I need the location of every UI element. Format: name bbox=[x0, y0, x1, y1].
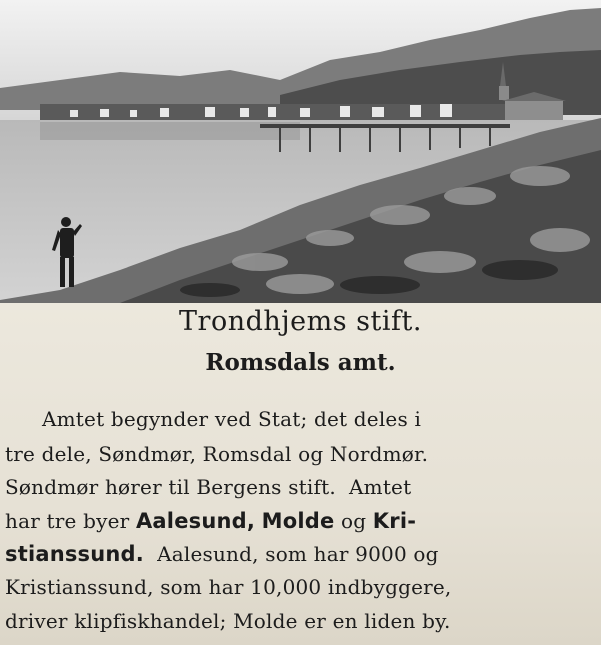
text-line-7 bbox=[0, 609, 601, 633]
text-line-4 bbox=[0, 509, 601, 533]
text-line-6-text: Kristianssund, som har 10,000 indbyggere, bbox=[5, 575, 452, 599]
text-line-1 bbox=[0, 407, 601, 431]
text-line-4-part-1: har tre byer bbox=[5, 509, 136, 533]
text-line-5 bbox=[0, 542, 601, 566]
text-line-2-text: tre dele, Søndmør, Romsdal og Nordmør. bbox=[5, 442, 429, 466]
town-name-kristianssund-end: stianssund. bbox=[5, 542, 144, 566]
text-line-5-part-2: Aalesund, som har 9000 og bbox=[143, 542, 439, 566]
heading-romsdals-amt: Romsdals amt. bbox=[205, 349, 396, 376]
text-line-1-text: Amtet begynder ved Stat; det deles i bbox=[42, 407, 422, 431]
text-line-7-text: driver klipfiskhandel; Molde er en liden by. bbox=[5, 609, 451, 633]
text-line-2 bbox=[0, 442, 601, 466]
town-name-molde: Molde bbox=[261, 509, 335, 533]
text-line-3 bbox=[0, 475, 601, 499]
text-line-3-text: Søndmør hører til Bergens stift. Amtet bbox=[5, 475, 412, 499]
heading-trondhjems-stift: Trondhjems stift. bbox=[179, 306, 422, 337]
printed-text-page bbox=[0, 303, 601, 645]
town-name-aalesund: Aalesund, bbox=[135, 509, 256, 533]
text-line-6 bbox=[0, 575, 601, 599]
text-line-4-part-5: og bbox=[334, 509, 373, 533]
shoreline-photograph bbox=[0, 0, 601, 303]
town-name-kristianssund-start: Kri- bbox=[372, 509, 417, 533]
